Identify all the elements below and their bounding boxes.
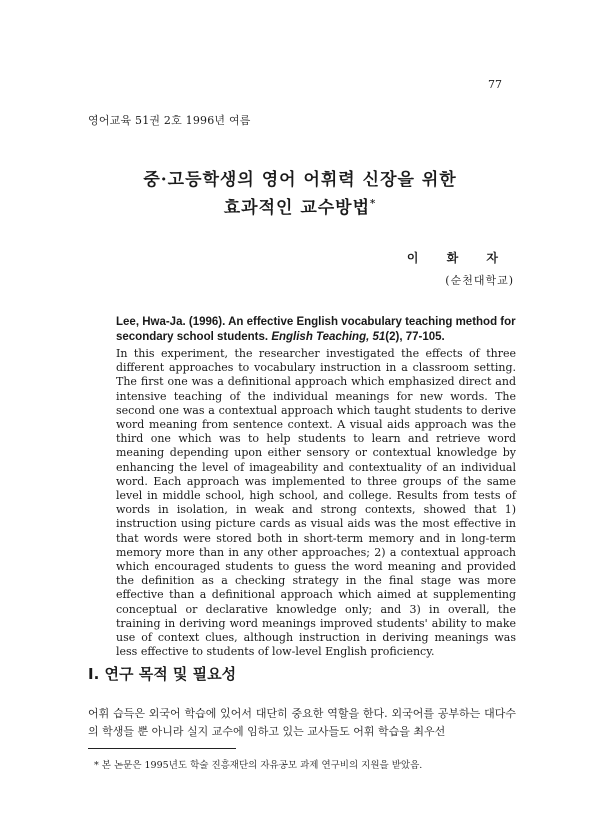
footnote-divider [88,748,236,749]
journal-header: 영어교육 51권 2호 1996년 여름 [88,114,251,127]
paper-title-line-1: 중·고등학생의 영어 어휘력 신장을 위한 [143,170,457,190]
paper-title-line-2 [0,193,600,218]
footnote: * 본 논문은 1995년도 학술 진흥재단의 자유공모 과제 연구비의 지원을 받았음. [94,760,423,771]
citation-suffix: (2), 77-105. [385,331,445,343]
citation-text: Lee, Hwa-Ja. (1996). An effective English vocabulary teaching method for secondary school students. [116,316,516,343]
author-name: 이 화 자 [406,251,510,265]
body-paragraph: 어휘 습득은 외국어 학습에 있어서 대단히 중요한 역할을 한다. 외국어를 공부하는 대다수의 학생들 뿐 아니라 실지 교수에 임하고 있는 교사들도 어휘 학습을 최우선 [88,707,516,738]
author-affiliation: (순천대학교) [445,274,514,287]
abstract: In this experiment, the researcher investigated the effects of three different approaches to vocabulary instruction in a classroom setting. The first one was a definitional approach which emphasized direct and intensive teaching of the individual meanings for new words. The second one was a contextual approach which taught students to derive word meaning from sentence context. A visual aids approach was the third one which was to help students to learn and retrieve word meaning depending upon either sensory or contextual knowledge by enhancing the level of imageability and contextuality of an individual word. Each approach was implemented to three groups of the same level in middle school, high school, and college. Results from tests of words in isolation, in weak and strong contexts, showed that 1) instruction using picture cards as visual aids was the most effective in that words were stored both in short-term memory and in long-term memory more than in any other approaches; 2) a contextual approach which encouraged students to guess the word meaning and provided the definition as a checking strategy in the final stage was more effective than a definitional approach which aimed at supplementing conceptual or declarative knowledge only; and 3) in overall, the training in deriving word meanings improved students' ability to make use of context clues, although instruction in deriving meanings was less effective to students of low-level English proficiency. [116,347,516,659]
title-footnote-mark: * [370,198,377,210]
section-heading: I. 연구 목적 및 필요성 [88,665,237,683]
citation [116,315,516,345]
citation-journal: English Teaching, 51 [271,331,386,343]
paper-title-line-2-text: 효과적인 교수방법 [223,198,371,218]
page-number: 77 [488,78,502,91]
